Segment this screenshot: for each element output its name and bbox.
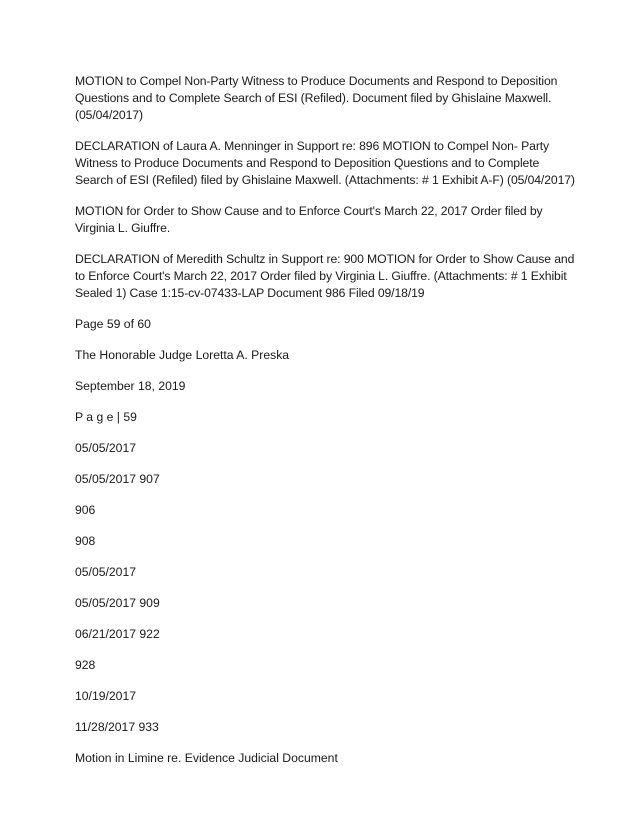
docket-entry: 05/05/2017 [75, 441, 136, 455]
paragraph-motion-order-show-cause: MOTION for Order to Show Cause and to Enforce Court's March 22, 2017 Order filed by Virginia L. Giuffre. [75, 204, 543, 235]
docket-entry: 928 [75, 658, 96, 672]
paragraph-declaration-menninger: DECLARATION of Laura A. Menninger in Support re: 896 MOTION to Compel Non- Party Witness to Produce Documents and Respond to Deposition Questions and to Complete Search of ESI (Refiled) filed by Ghislaine Maxwell. (Attachments: # 1 Exhibit A-F) (05/04/2017) [75, 139, 575, 187]
docket-entry: 11/28/2017 933 [75, 720, 159, 734]
docket-entry: 05/05/2017 [75, 565, 136, 579]
docket-entry: 05/05/2017 907 [75, 472, 160, 486]
page-number: P a g e | 59 [75, 410, 137, 424]
paragraph-declaration-schultz: DECLARATION of Meredith Schultz in Support re: 900 MOTION for Order to Show Cause and to Enforce Court's March 22, 2017 Order filed by Virginia L. Giuffre. (Attachments: # 1 Exhibit Sealed 1) Case 1:15-cv-07433-LAP Document 986 Filed 09/18/19 [75, 252, 575, 300]
docket-entry: 06/21/2017 922 [75, 627, 160, 641]
docket-entry: 906 [75, 503, 96, 517]
paragraph-motion-compel: MOTION to Compel Non-Party Witness to Produce Documents and Respond to Deposition Questions and to Complete Search of ESI (Refiled). Document filed by Ghislaine Maxwell. (05/04/2017) [75, 74, 558, 122]
docket-entry-description: Motion in Limine re. Evidence Judicial Document [75, 751, 338, 765]
docket-entry: 05/05/2017 909 [75, 596, 160, 610]
letter-date: September 18, 2019 [75, 379, 186, 393]
page-count: Page 59 of 60 [75, 317, 151, 331]
addressee: The Honorable Judge Loretta A. Preska [75, 348, 290, 362]
document-page [75, 73, 575, 781]
docket-entry: 10/19/2017 [75, 689, 136, 703]
docket-entry: 908 [75, 534, 96, 548]
